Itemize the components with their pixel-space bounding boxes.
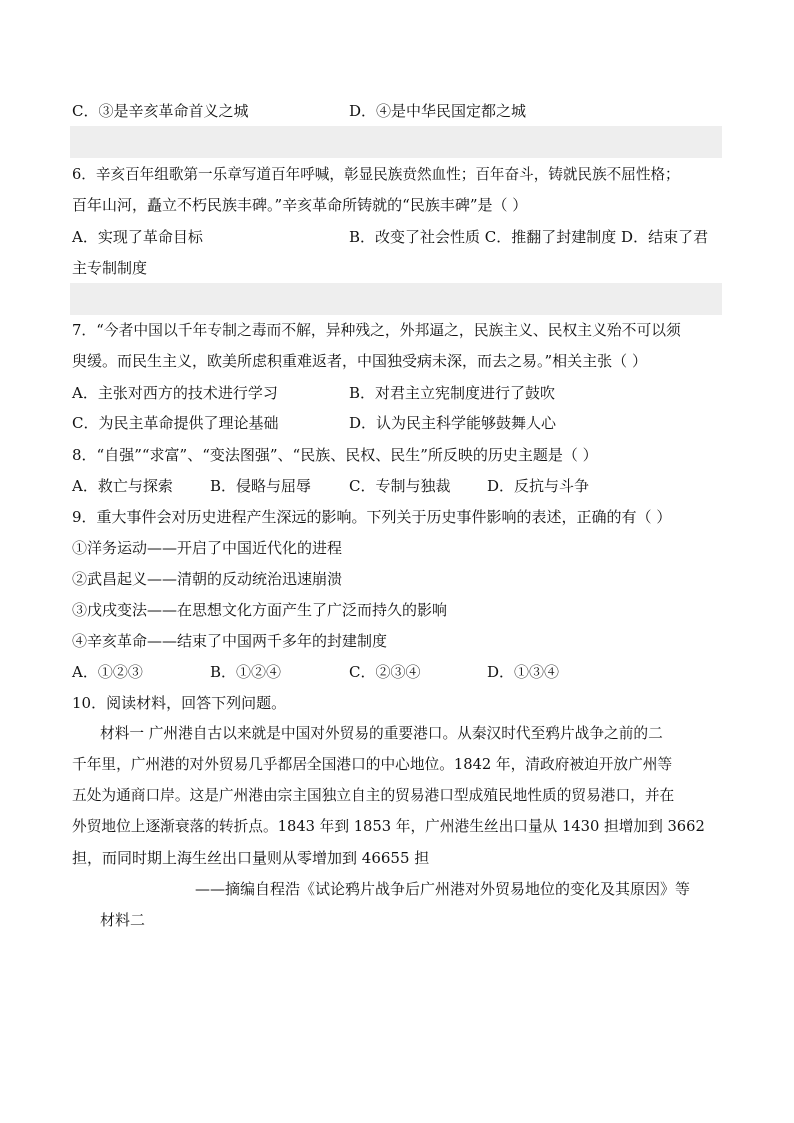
q9-item-2: ②武昌起义——清朝的反动统治迅速崩溃 (72, 570, 343, 588)
q5-option-d: D．④是中华民国定都之城 (349, 102, 527, 120)
q10-material-1-line-3: 五处为通商口岸。这是广州港由宗主国独立自主的贸易港口型成殖民地性质的贸易港口，并在 (72, 787, 675, 804)
q8-option-a: A．救亡与探索 (72, 477, 173, 495)
q10-stem: 10．阅读材料，回答下列问题。 (72, 694, 287, 712)
q9-option-c: C．②③④ (349, 663, 421, 681)
q9-option-d: D．①③④ (487, 663, 560, 681)
q10-material-1-line-5: 担，而同时期上海生丝出口量则从零增加到 46655 担 (72, 849, 430, 867)
q6-stem-line-2: 百年山河，矗立不朽民族丰碑。”辛亥革命所铸就的“民族丰碑”是（ ） (72, 196, 528, 214)
q9-option-b: B．①②④ (210, 663, 282, 681)
q10-material-1-line-2: 千年里，广州港的对外贸易几乎都居全国港口的中心地位。1842 年，清政府被迫开放广州等 (72, 756, 673, 773)
q6-option-d-continued: 主专制制度 (72, 259, 148, 277)
q7-stem-line-1: 7．“今者中国以千年专制之毒而不解，异种残之，外邦逼之，民族主义、民权主义殆不可以须 (72, 322, 681, 339)
q9-stem: 9．重大事件会对历史进程产生深远的影响。下列关于历史事件影响的表述，正确的有（ ） (72, 508, 672, 526)
q6-options-bcd: B．改变了社会性质 C．推翻了封建制度 D．结束了君 (349, 228, 709, 246)
q7-option-b: B．对君主立宪制度进行了鼓吹 (349, 384, 556, 402)
answer-gap-band (70, 283, 722, 315)
q9-option-a: A．①②③ (72, 663, 143, 681)
q8-option-c: C．专制与独裁 (349, 477, 451, 495)
q8-option-b: B．侵略与屈辱 (210, 477, 312, 495)
q10-material-1-line-1: 材料一 广州港自古以来就是中国对外贸易的重要港口。从秦汉时代至鸦片战争之前的二 (100, 725, 663, 742)
q10-material-2-label: 材料二 (100, 911, 146, 929)
q7-option-c: C．为民主革命提供了理论基础 (72, 414, 279, 432)
q9-item-4: ④辛亥革命——结束了中国两千多年的封建制度 (72, 632, 388, 650)
q7-stem-line-2: 臾缓。而民生主义，欧美所虑积重难返者，中国独受病未深，而去之易。”相关主张（ ） (72, 352, 647, 370)
q5-option-c: C．③是辛亥革命首义之城 (72, 102, 249, 120)
q6-stem-line-1: 6．辛亥百年组歌第一乐章写道百年呼喊，彰显民族贲然血性；百年奋斗，铸就民族不屈性格； (72, 166, 680, 183)
q8-stem: 8．“自强”“求富”、“变法图强”、“民族、民权、民生”所反映的历史主题是（ ） (72, 446, 598, 464)
q7-option-a: A．主张对西方的技术进行学习 (72, 384, 278, 402)
q9-item-3: ③戊戌变法——在思想文化方面产生了广泛而持久的影响 (72, 601, 448, 619)
q6-option-a: A．实现了革命目标 (72, 228, 203, 246)
answer-gap-band (70, 126, 722, 158)
q10-material-1-source: ——摘编自程浩《试论鸦片战争后广州港对外贸易地位的变化及其原因》等 (195, 880, 691, 898)
q7-option-d: D．认为民主科学能够鼓舞人心 (349, 414, 557, 432)
q8-option-d: D．反抗与斗争 (487, 477, 590, 495)
q9-item-1: ①洋务运动——开启了中国近代化的进程 (72, 539, 343, 557)
q10-material-1-line-4: 外贸地位上逐渐衰落的转折点。1843 年到 1853 年，广州港生丝出口量从 1430 担增加到 3662 (72, 818, 705, 835)
